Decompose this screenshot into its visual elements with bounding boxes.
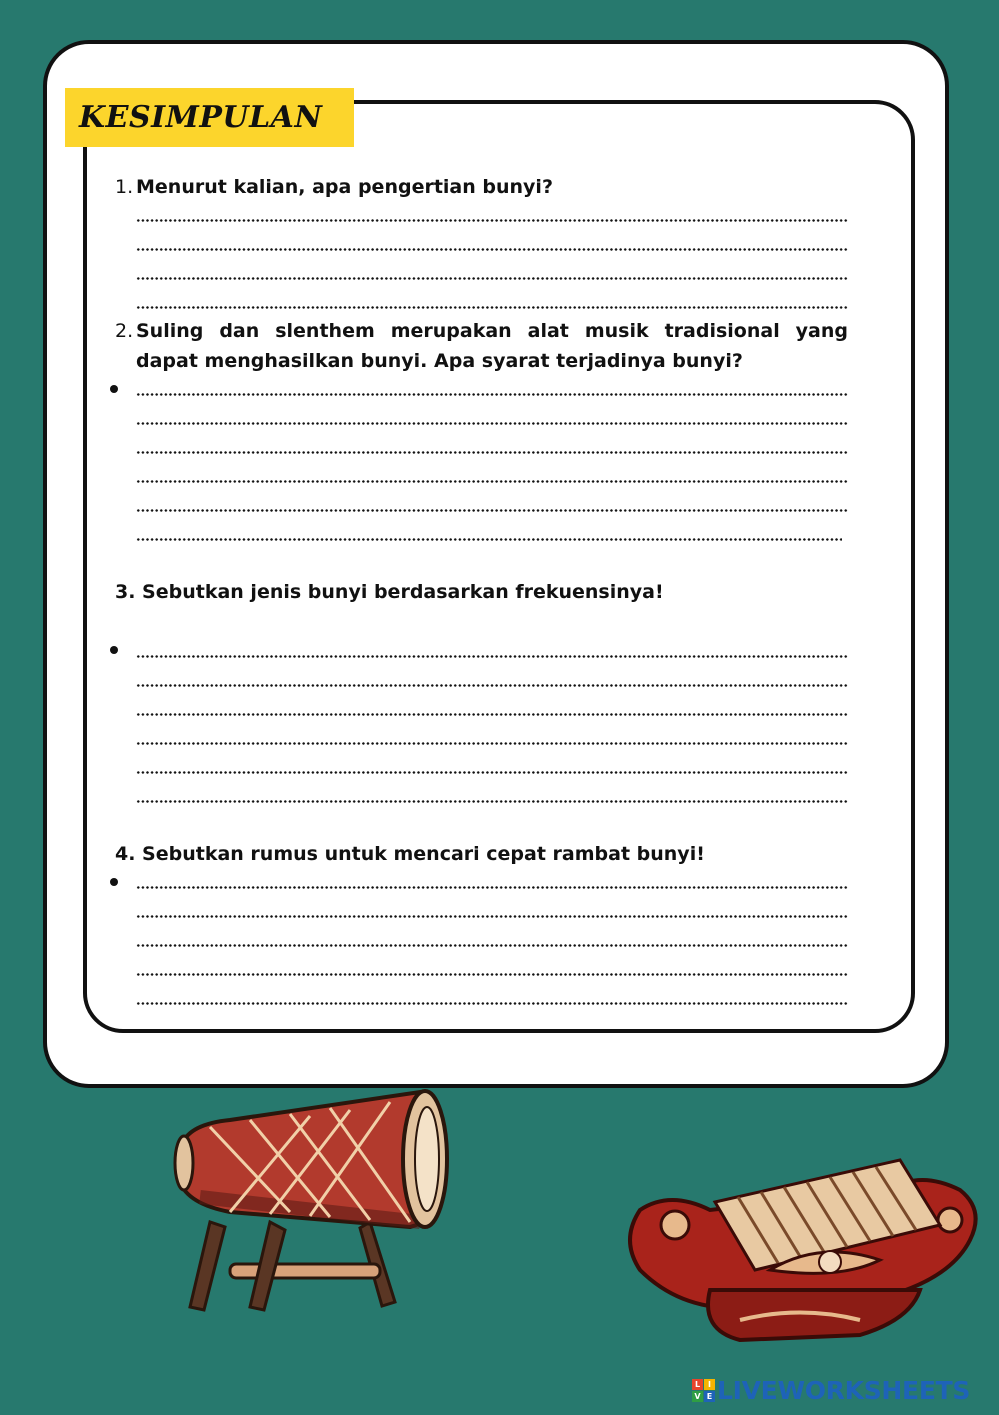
answer-line[interactable]	[136, 915, 848, 918]
question-1	[115, 172, 848, 202]
answer-line[interactable]	[136, 713, 848, 716]
answer-line[interactable]	[136, 800, 848, 803]
answer-line[interactable]	[136, 771, 848, 774]
question-3-text: 3. Sebutkan jenis bunyi berdasarkan frekuensinya!	[115, 581, 664, 603]
answer-line[interactable]	[136, 944, 848, 947]
answer-line[interactable]	[136, 742, 848, 745]
answer-line[interactable]	[136, 655, 848, 658]
answer-line[interactable]	[136, 1002, 848, 1005]
page-title: KESIMPULAN	[79, 100, 323, 135]
slenthem-illustration	[620, 1130, 992, 1348]
answer-line[interactable]	[136, 973, 848, 976]
kendang-drum-illustration	[170, 1072, 465, 1317]
answer-bullet	[110, 385, 118, 393]
answer-line[interactable]	[136, 219, 848, 222]
answer-bullet	[110, 646, 118, 654]
answer-line[interactable]	[136, 451, 848, 454]
question-1-number: 1.	[115, 176, 134, 198]
answer-line[interactable]	[136, 306, 848, 309]
answer-line[interactable]	[136, 393, 848, 396]
answer-line[interactable]	[136, 509, 848, 512]
answer-line[interactable]	[136, 248, 848, 251]
worksheet-inner-card	[83, 100, 915, 1033]
question-4-text: 4. Sebutkan rumus untuk mencari cepat rambat bunyi!	[115, 843, 705, 865]
liveworksheets-brand	[692, 1377, 970, 1403]
answer-line[interactable]	[136, 422, 848, 425]
answer-line[interactable]	[136, 538, 842, 541]
answer-line[interactable]	[136, 886, 848, 889]
answer-bullet	[110, 878, 118, 886]
question-2	[115, 316, 848, 376]
title-banner	[65, 88, 354, 147]
question-2-text: Suling dan slenthem merupakan alat musik tradisional yang dapat menghasilkan bunyi. Apa syarat terjadinya bunyi?	[136, 320, 848, 372]
question-4	[115, 839, 848, 869]
answer-line[interactable]	[136, 277, 848, 280]
drum-body	[175, 1091, 447, 1227]
question-3	[115, 577, 848, 607]
question-2-number: 2.	[115, 320, 134, 342]
liveworksheets-logo-icon: L I V E	[692, 1379, 715, 1402]
drum-stand	[190, 1222, 395, 1310]
answer-line[interactable]	[136, 684, 848, 687]
answer-line[interactable]	[136, 480, 848, 483]
question-1-text: Menurut kalian, apa pengertian bunyi?	[136, 176, 553, 198]
liveworksheets-wordmark: LIVEWORKSHEETS	[717, 1375, 971, 1405]
